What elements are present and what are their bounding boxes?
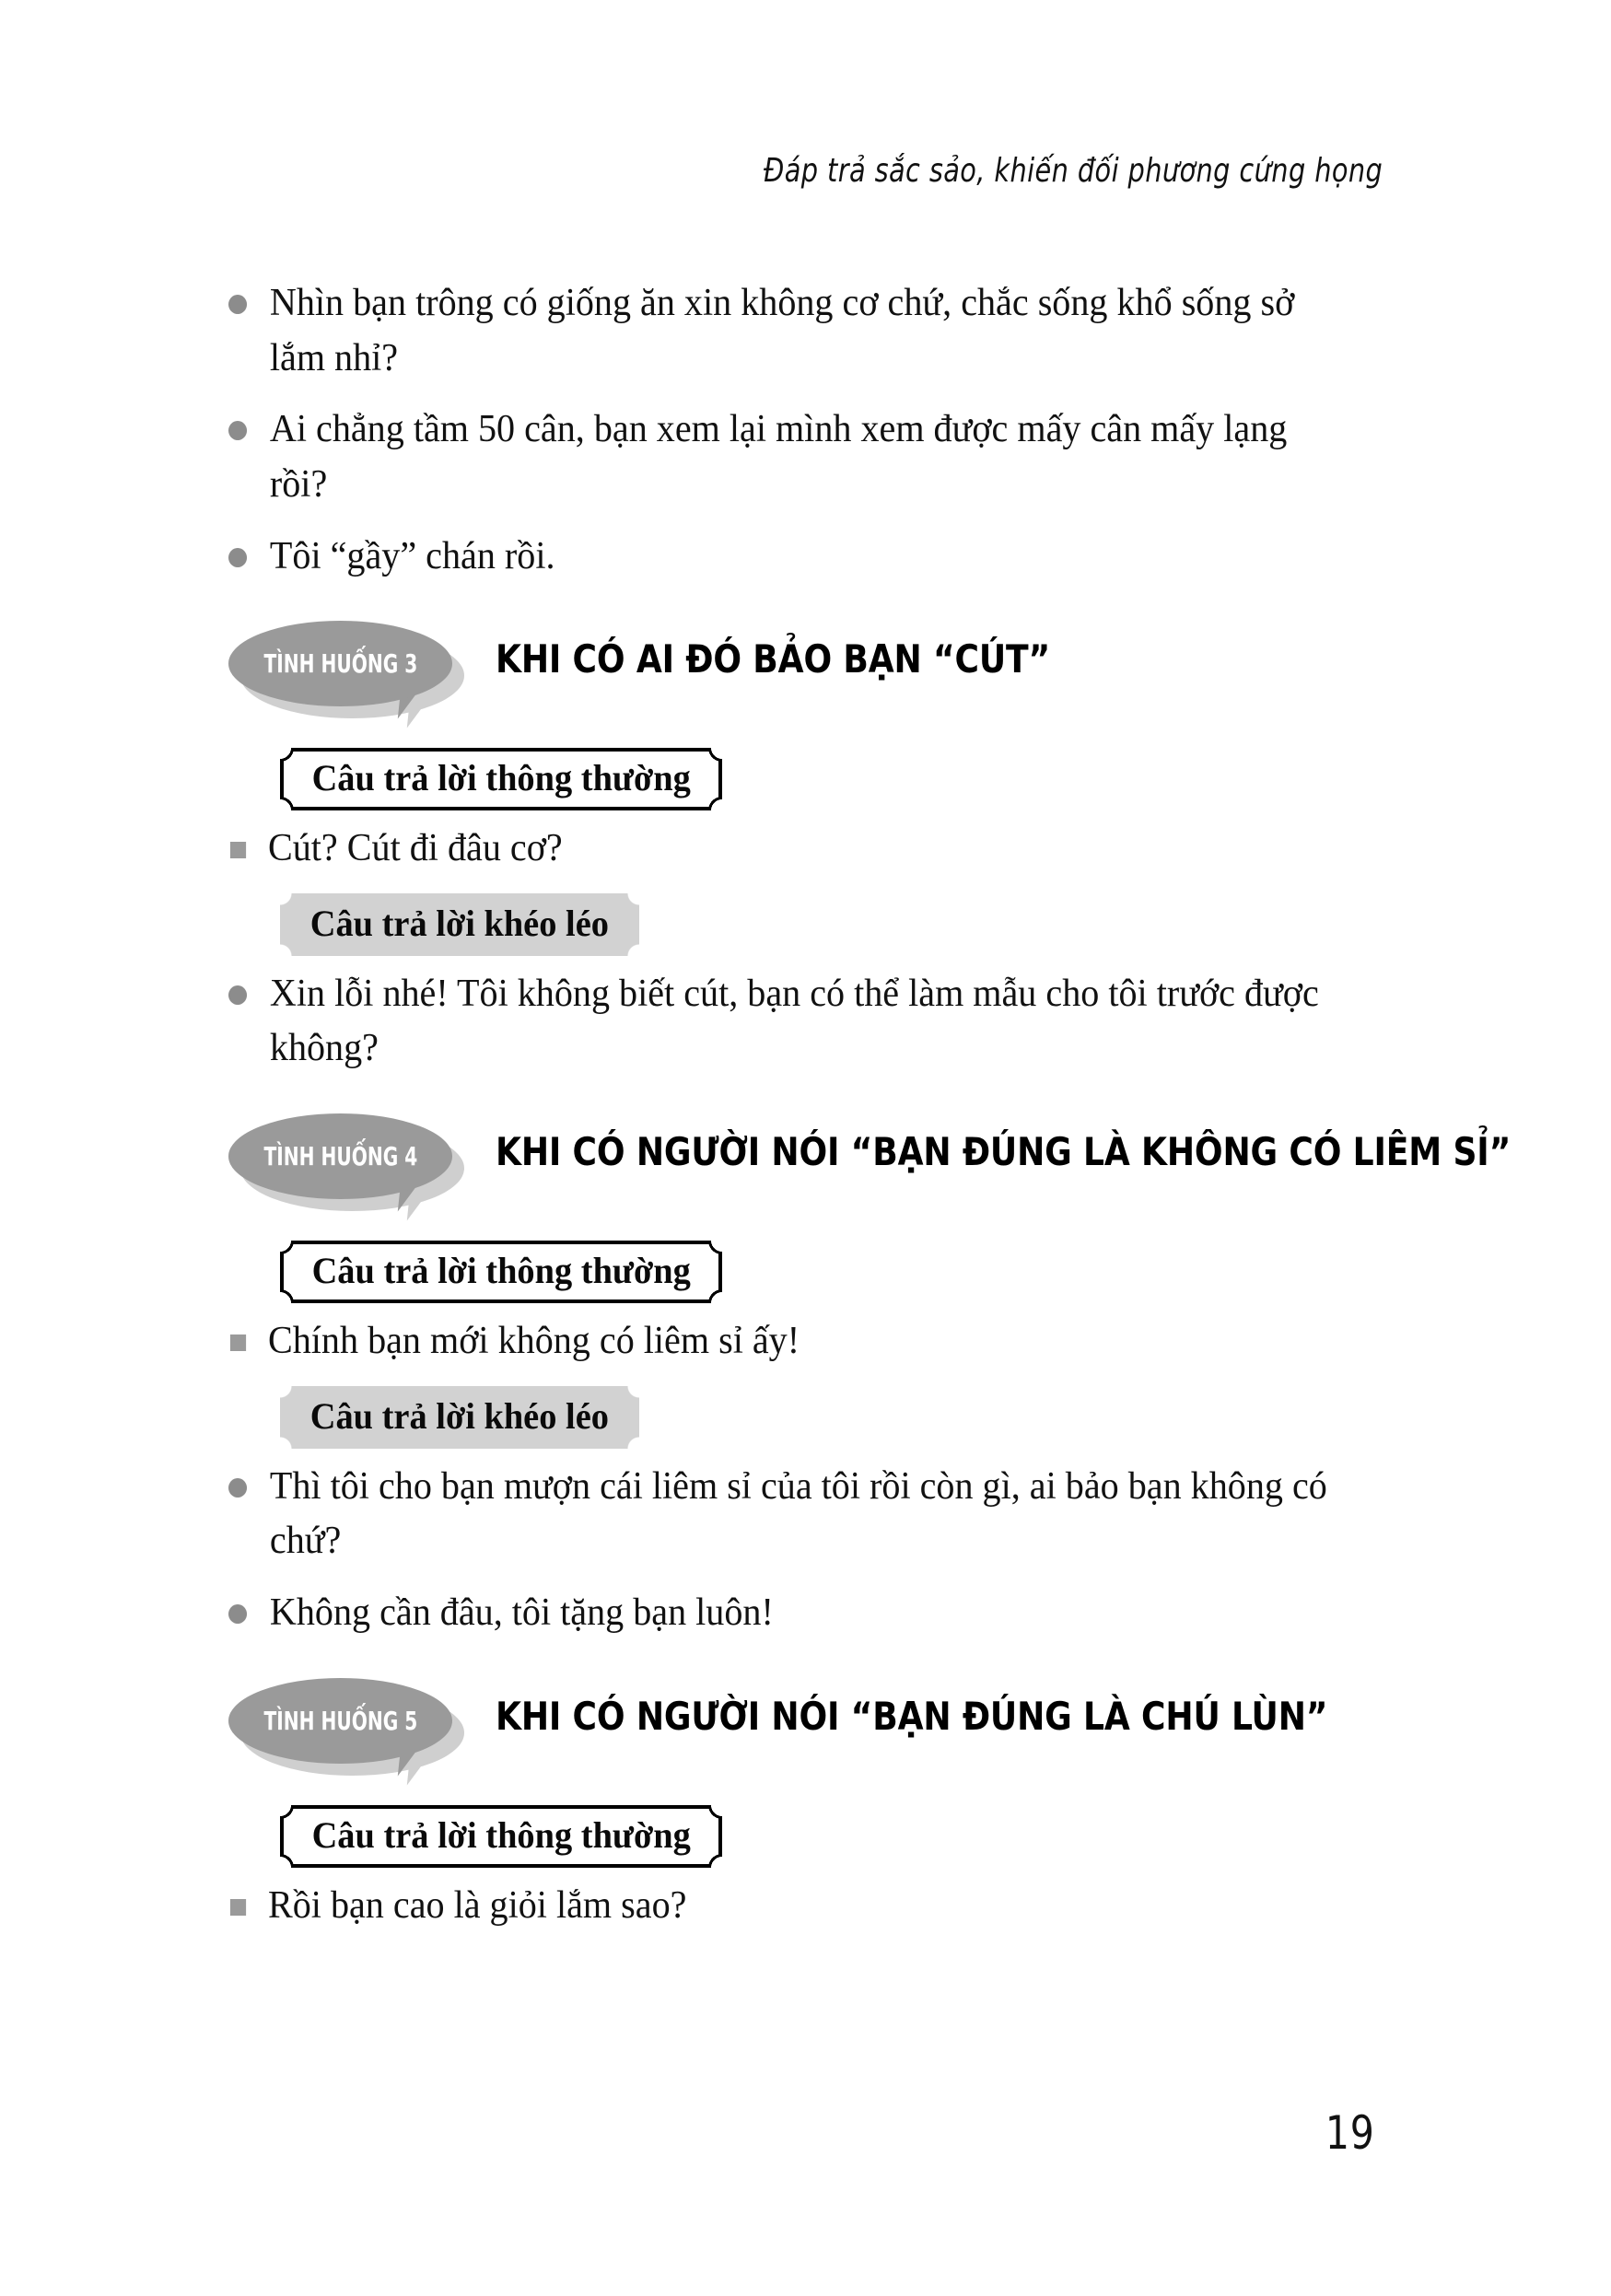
normal-answer-label-row-5: [228, 1805, 1384, 1868]
normal-answer-label-row-4: [228, 1241, 1384, 1303]
situation-heading-3: [228, 621, 1384, 731]
clever-answer-label: Câu trả lời khéo léo: [309, 902, 609, 944]
normal-answer-label: Câu trả lời thông thường: [311, 1813, 691, 1856]
normal-answer-plaque: [280, 1805, 722, 1868]
list-item: Xin lỗi nhé! Tôi không biết cút, bạn có thể làm mẫu cho tôi trước được không?: [228, 967, 1333, 1077]
page-content: [228, 276, 1512, 1944]
list-item: Thì tôi cho bạn mượn cái liêm sỉ của tôi rồi còn gì, ai bảo bạn không có chứ?: [228, 1460, 1333, 1569]
situation-badge-label: TÌNH HUỐNG 4: [263, 1141, 417, 1171]
situation-badge-label: TÌNH HUỐNG 5: [263, 1705, 417, 1736]
list-item: Cút? Cút đi đâu cơ?: [228, 822, 1333, 877]
speech-bubble-badge-4: [228, 1113, 475, 1222]
situation-title: KHI CÓ AI ĐÓ BẢO BẠN “CÚT”: [496, 636, 1051, 682]
list-item: Tôi “gầy” chán rồi.: [228, 530, 1333, 585]
speech-bubble-ellipse-icon: [228, 1113, 452, 1199]
normal-answer-label-row-3: [228, 748, 1384, 810]
situation-badge-label: TÌNH HUỐNG 3: [263, 648, 417, 680]
list-item: Nhìn bạn trông có giống ăn xin không cơ chứ, chắc sống khổ sống sở lắm nhỉ?: [228, 276, 1333, 386]
situation-heading-5: [228, 1678, 1384, 1789]
list-item: Chính bạn mới không có liêm sỉ ấy!: [228, 1314, 1333, 1369]
clever-answer-label-row-4: [228, 1386, 1384, 1449]
situation-title: KHI CÓ NGƯỜI NÓI “BẠN ĐÚNG LÀ KHÔNG CÓ LIÊM SỈ”: [496, 1129, 1512, 1174]
situation-heading-4: [228, 1113, 1512, 1224]
situation-title: KHI CÓ NGƯỜI NÓI “BẠN ĐÚNG LÀ CHÚ LÙN”: [496, 1693, 1328, 1739]
list-item: Rồi bạn cao là giỏi lắm sao?: [228, 1879, 1333, 1934]
normal-answer-label: Câu trả lời thông thường: [311, 1250, 691, 1291]
clever-answer-label: Câu trả lời khéo léo: [309, 1394, 609, 1437]
running-head: Đáp trả sắc sảo, khiến đối phương cứng họng: [763, 152, 1383, 190]
list-item: Không cần đâu, tôi tặng bạn luôn!: [228, 1586, 1333, 1641]
speech-bubble-ellipse-icon: [228, 1678, 452, 1764]
clever-answer-plaque: [280, 893, 639, 956]
speech-bubble-badge-3: [228, 621, 475, 729]
speech-bubble-badge-5: [228, 1678, 475, 1787]
speech-bubble-ellipse-icon: [228, 621, 452, 706]
normal-answer-plaque: [280, 748, 722, 810]
list-item: Ai chẳng tầm 50 cân, bạn xem lại mình xem được mấy cân mấy lạng rồi?: [228, 402, 1333, 512]
normal-answer-plaque: [280, 1241, 722, 1303]
page-number: 19: [1325, 2106, 1376, 2160]
normal-answer-label: Câu trả lời thông thường: [311, 757, 691, 799]
clever-answer-label-row-3: [228, 893, 1384, 956]
clever-answer-plaque: [280, 1386, 639, 1449]
